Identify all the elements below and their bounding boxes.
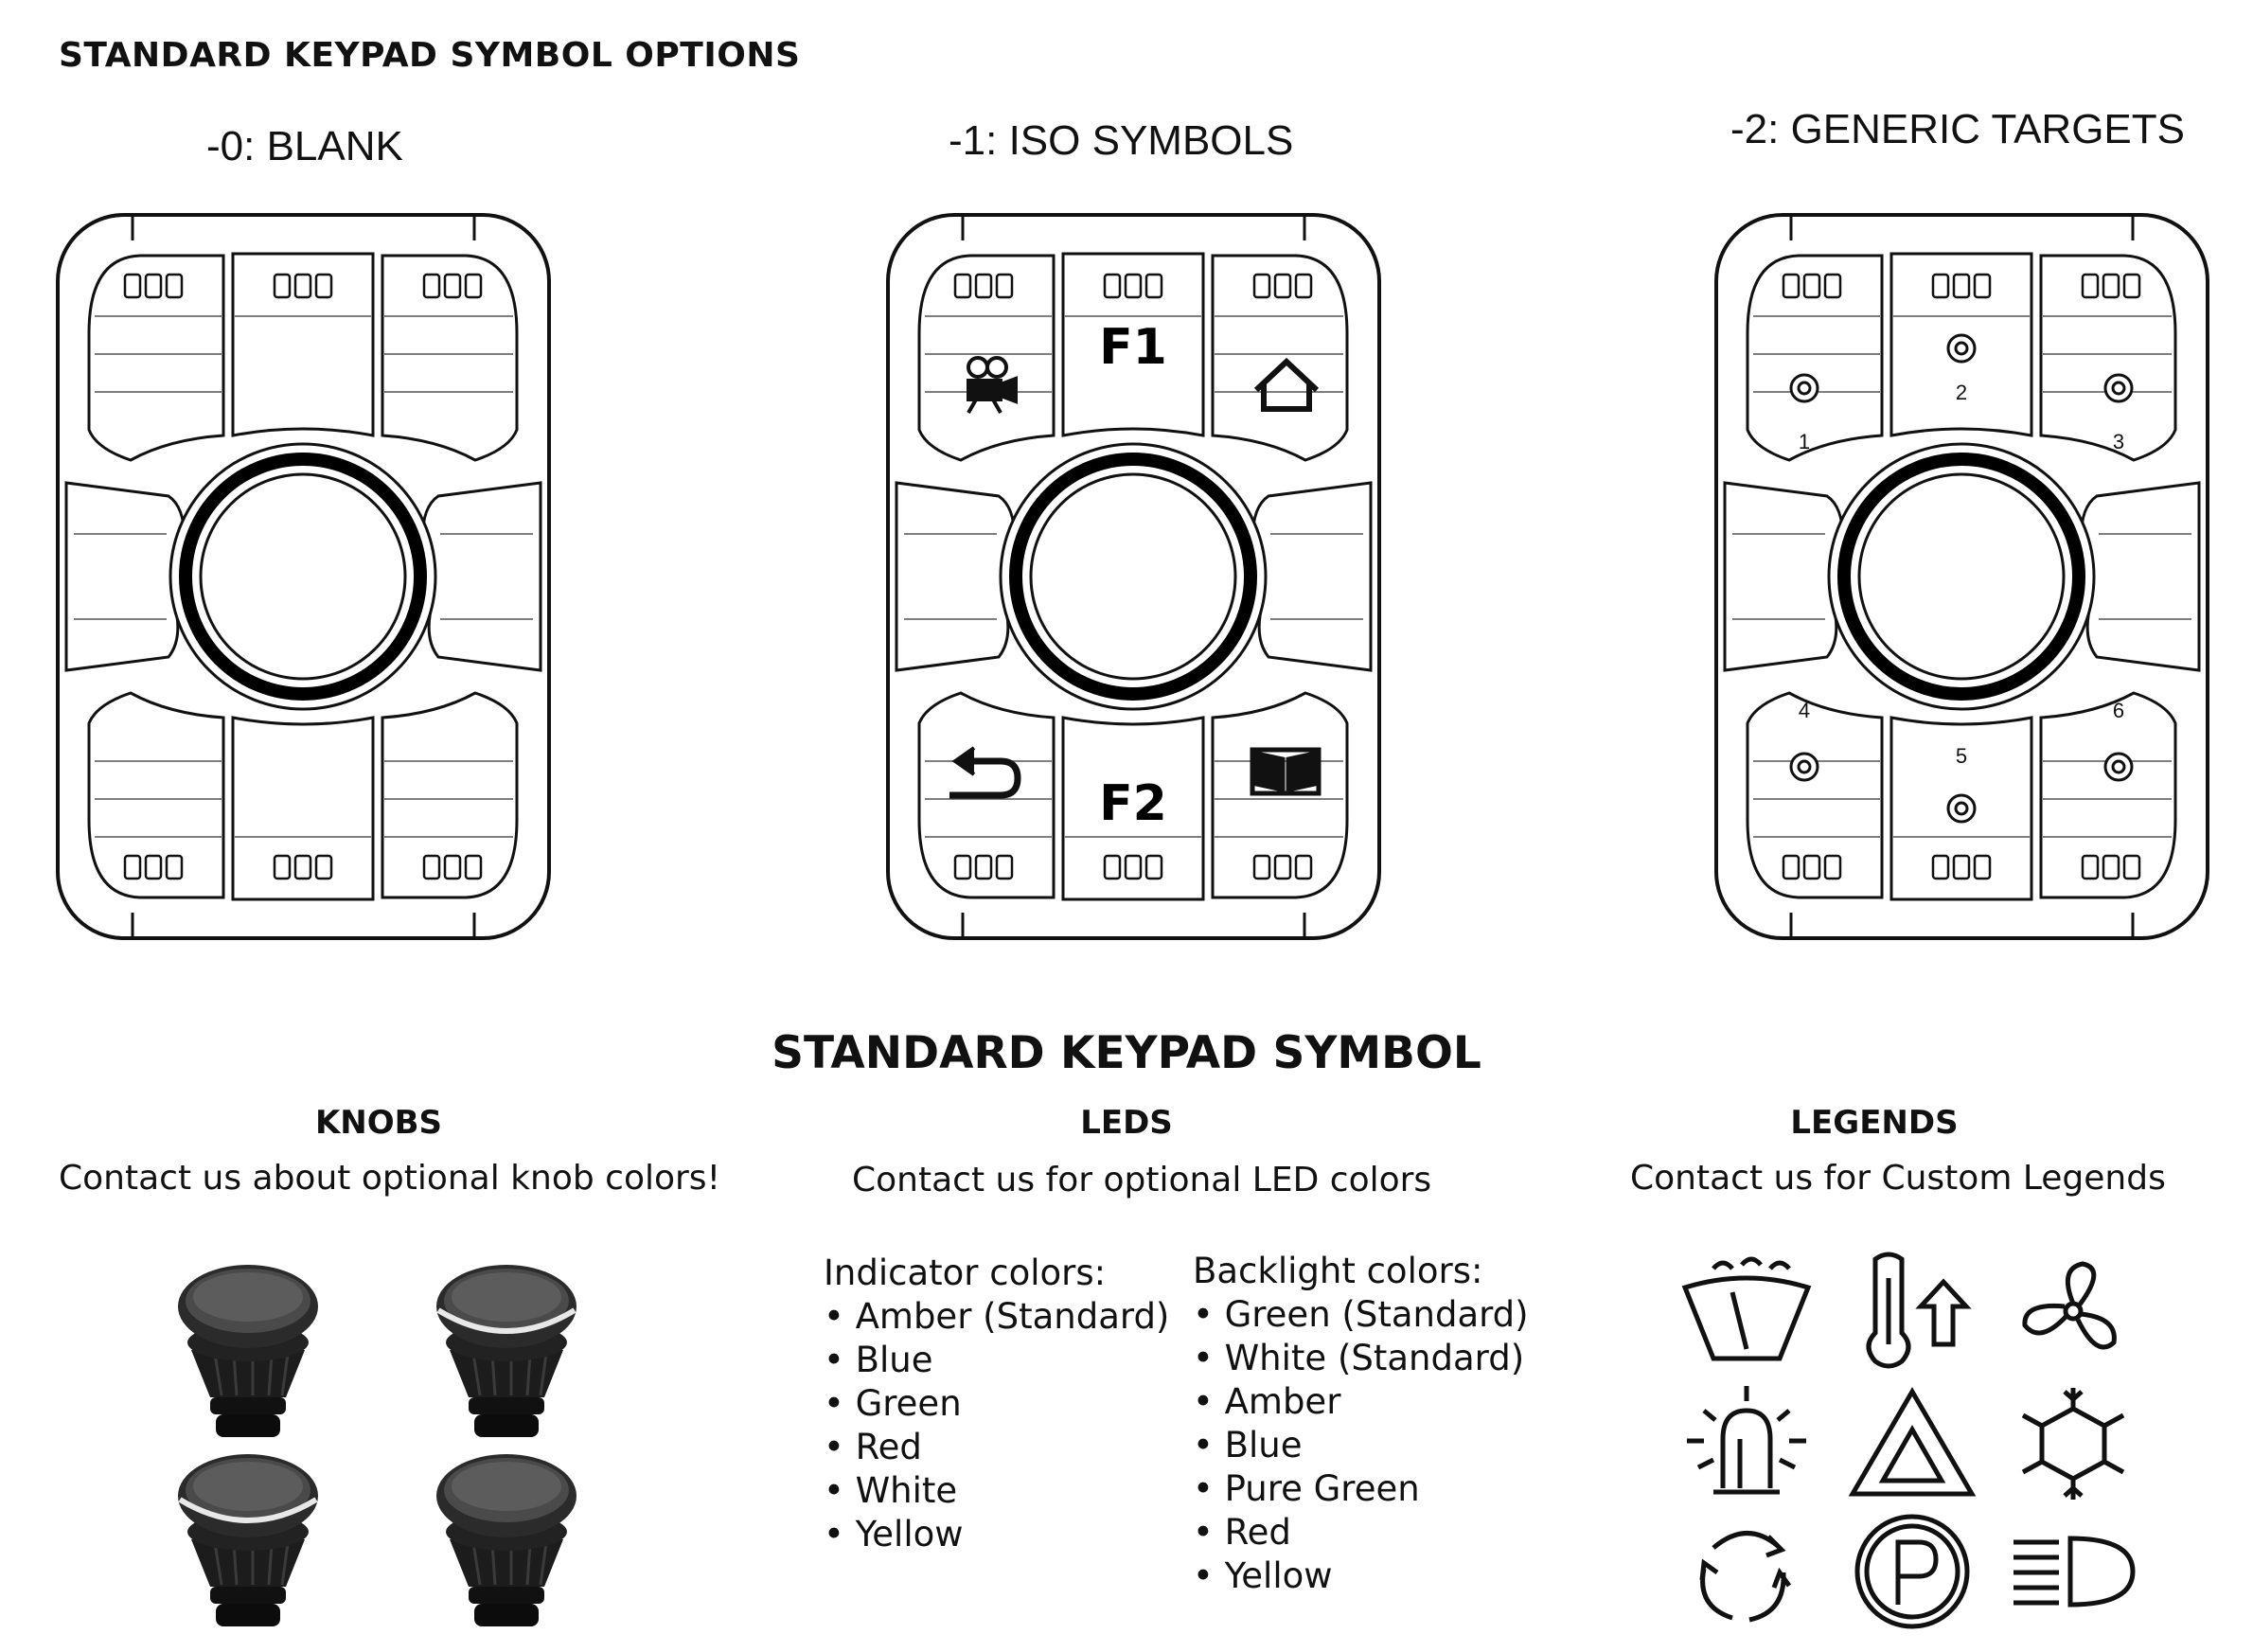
keypad-blank	[55, 212, 552, 941]
list-item: • Yellow	[824, 1513, 1169, 1556]
target-number: 1	[1798, 430, 1811, 453]
f1-key-label: F1	[1099, 319, 1167, 376]
list-item: • Green	[824, 1382, 1169, 1426]
page-title: STANDARD KEYPAD SYMBOL OPTIONS	[59, 36, 801, 75]
option-generic-title: -2: GENERIC TARGETS	[1730, 106, 2186, 152]
list-item: • Amber	[1193, 1380, 1529, 1424]
target-number: 5	[1955, 744, 1968, 768]
indicator-colors-list	[824, 1252, 1169, 1556]
target-number: 4	[1798, 699, 1811, 722]
defrost-snowflake-icon	[2002, 1382, 2144, 1505]
wiper-washer-icon	[1676, 1250, 1818, 1373]
fan-icon	[2002, 1250, 2144, 1373]
knob-white-ring-icon	[421, 1248, 592, 1442]
option-blank-title: -0: BLANK	[206, 123, 403, 169]
knob-black-icon	[163, 1248, 333, 1442]
beacon-light-icon	[1676, 1382, 1818, 1505]
list-item: • White	[824, 1469, 1169, 1513]
list-item: • Red	[824, 1426, 1169, 1469]
list-item: • Red	[1193, 1511, 1529, 1554]
keypad-generic	[1713, 212, 2210, 941]
target-number: 6	[2112, 699, 2125, 722]
list-item: • Amber (Standard)	[824, 1295, 1169, 1339]
list-item: • Blue	[1193, 1424, 1529, 1467]
target-number: 3	[2112, 430, 2125, 453]
option-iso-title: -1: ISO SYMBOLS	[949, 117, 1294, 164]
leds-note: Contact us for optional LED colors	[852, 1161, 1432, 1199]
hazard-icon	[1841, 1382, 1983, 1505]
parking-icon	[1841, 1510, 1983, 1633]
recirculation-icon	[1676, 1510, 1818, 1633]
list-item: • Blue	[824, 1339, 1169, 1382]
headlight-icon	[2002, 1510, 2144, 1633]
list-item: • Yellow	[1193, 1554, 1529, 1598]
indicator-colors-title: Indicator colors:	[824, 1252, 1107, 1293]
list-item: • Pure Green	[1193, 1467, 1529, 1511]
f2-key-label: F2	[1099, 775, 1167, 832]
legends-heading: LEGENDS	[1790, 1104, 1959, 1142]
list-item: • White (Standard)	[1193, 1337, 1529, 1380]
backlight-colors-title: Backlight colors:	[1193, 1251, 1483, 1291]
legends-note: Contact us for Custom Legends	[1630, 1159, 2166, 1198]
leds-heading: LEDS	[1080, 1104, 1173, 1142]
section-title: STANDARD KEYPAD SYMBOL	[772, 1027, 1481, 1079]
knob-black-icon	[421, 1437, 592, 1631]
backlight-colors-list	[1193, 1250, 1529, 1598]
target-number: 2	[1955, 381, 1968, 404]
knobs-note: Contact us about optional knob colors!	[59, 1159, 720, 1198]
temperature-up-icon	[1841, 1250, 1983, 1373]
knob-white-ring-icon	[163, 1437, 333, 1631]
knobs-heading: KNOBS	[314, 1104, 443, 1142]
keypad-iso	[885, 212, 1382, 941]
list-item: • Green (Standard)	[1193, 1293, 1529, 1337]
